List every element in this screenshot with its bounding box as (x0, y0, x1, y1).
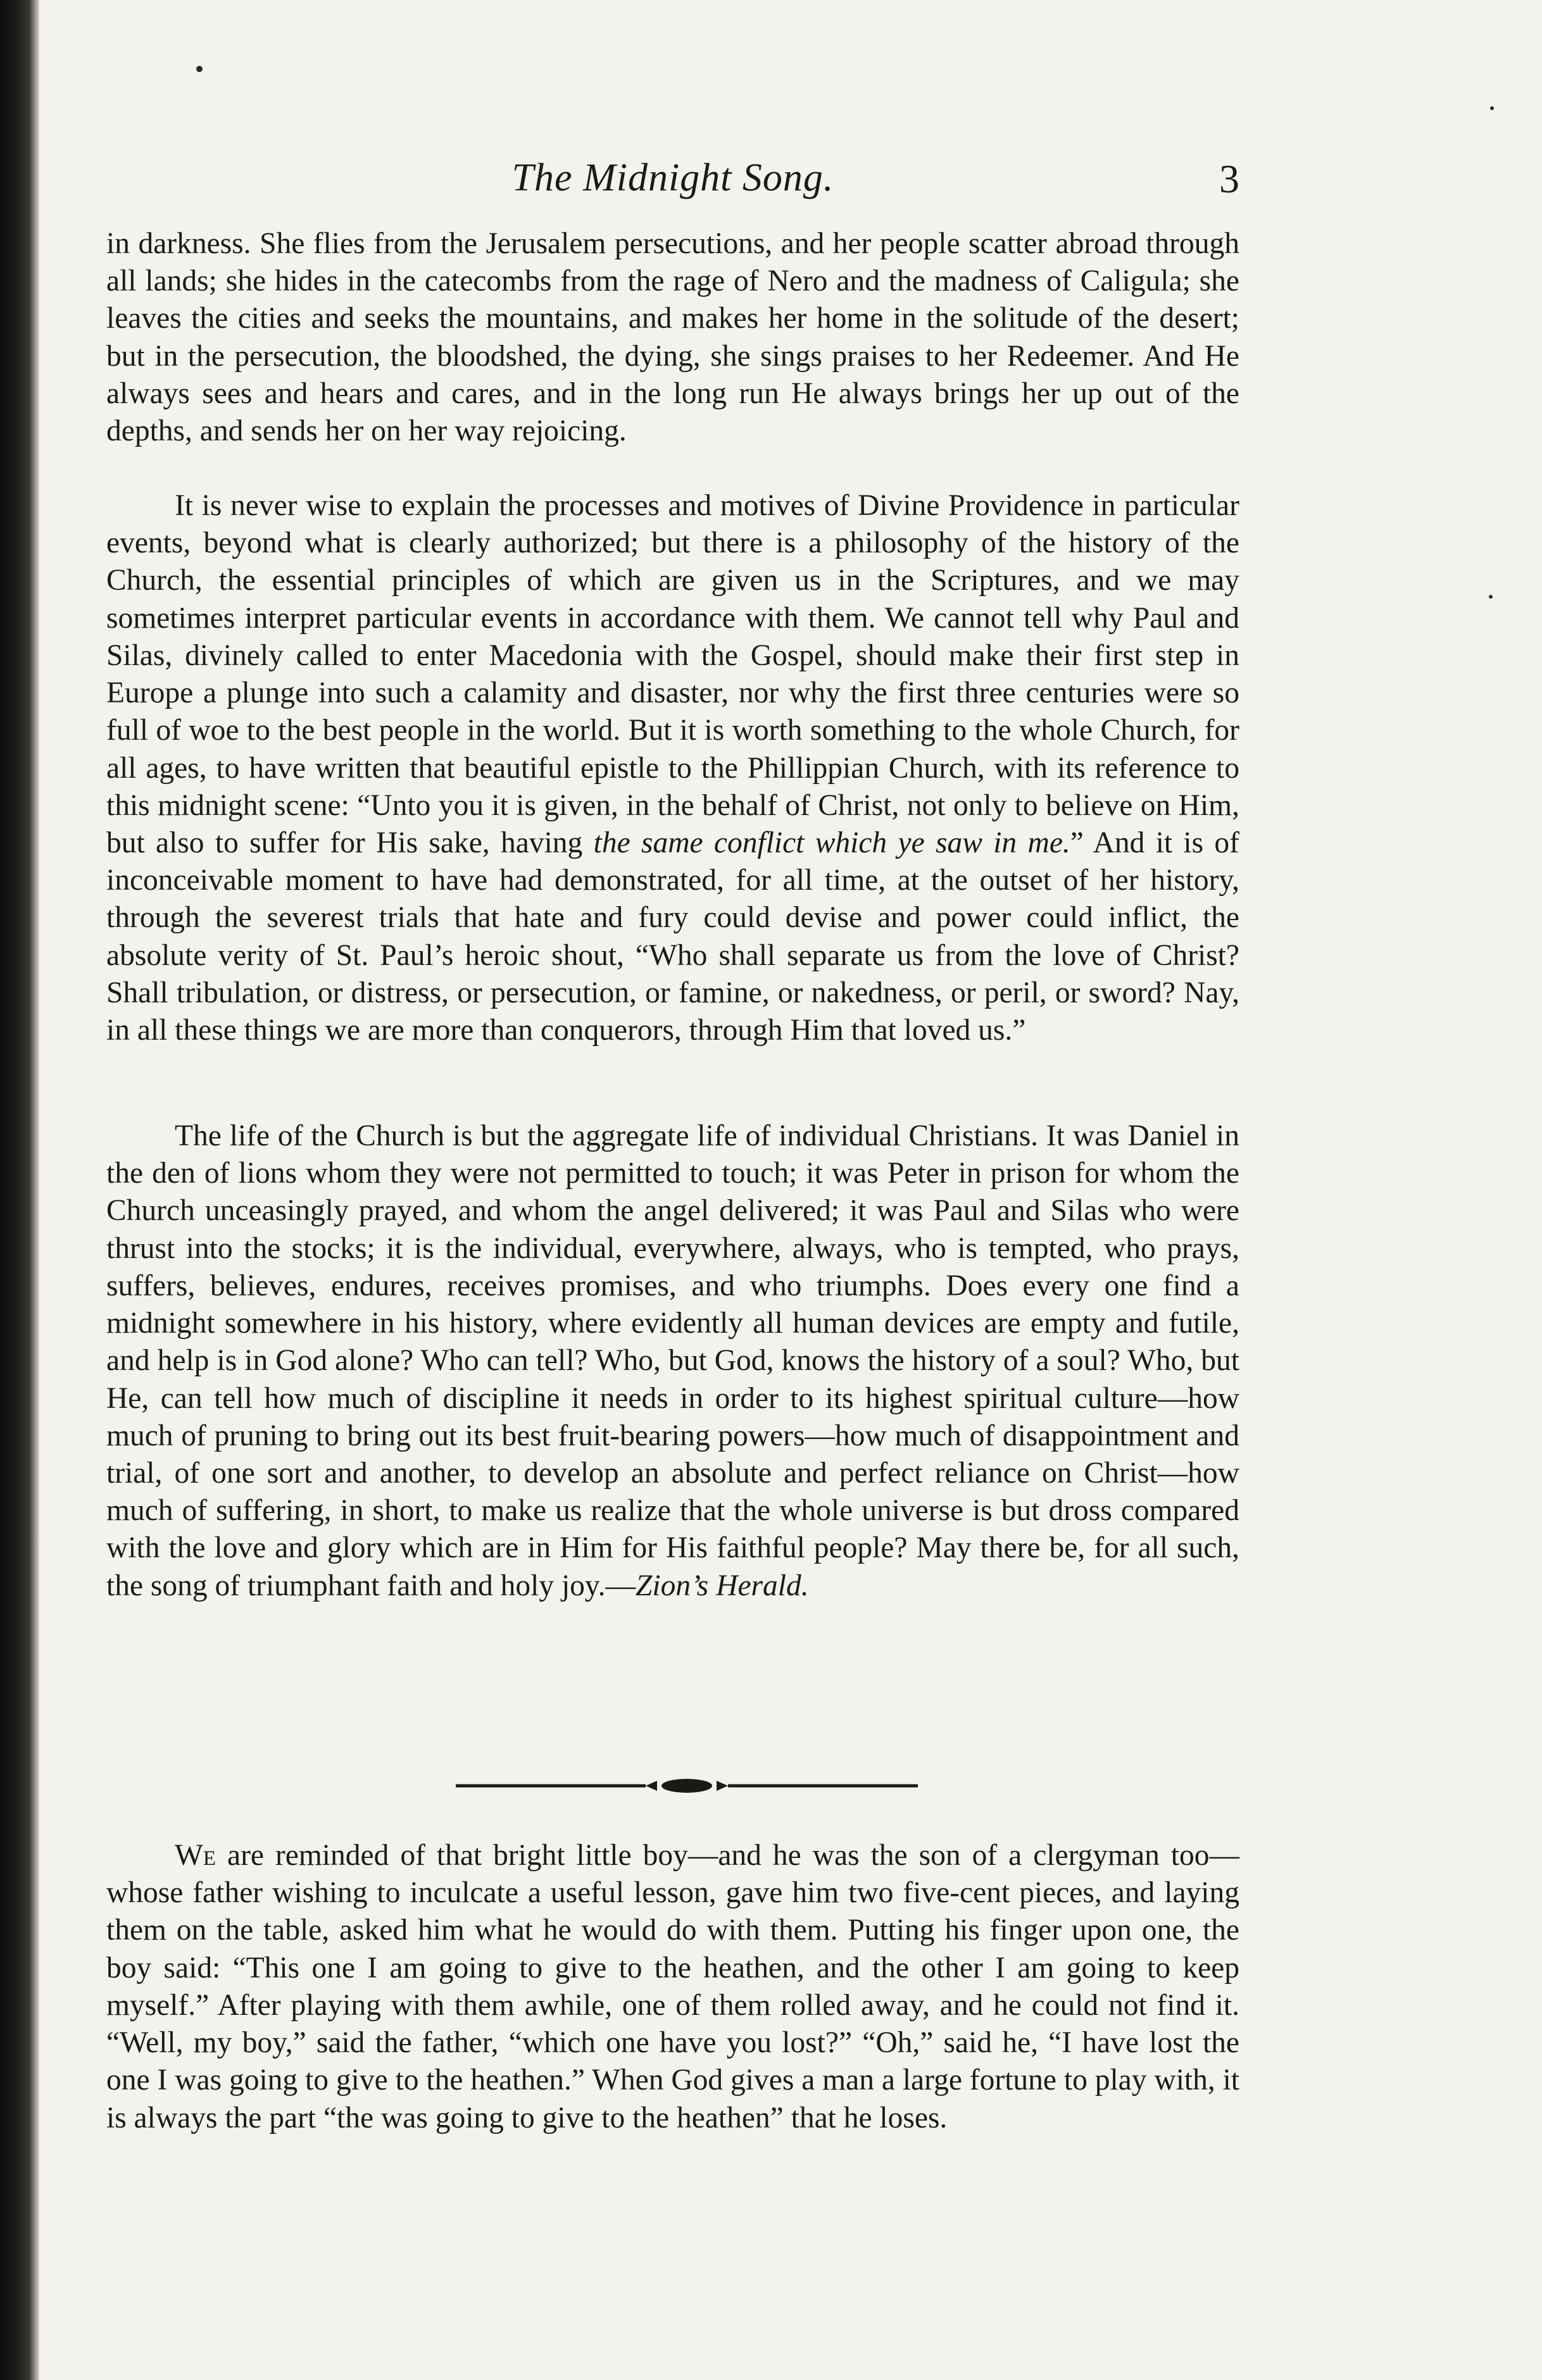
paragraph-3-text (106, 1118, 1239, 1605)
section-divider-ornament-icon (456, 1778, 918, 1794)
paragraph-1 (106, 225, 1239, 450)
scanned-page-edge (0, 0, 39, 2380)
paragraph-2-text (106, 487, 1239, 1049)
scan-speck (196, 66, 203, 72)
running-title: The Midnight Song. (511, 156, 834, 199)
scan-speck (1489, 595, 1493, 599)
paragraph-4-text (106, 1837, 1239, 2137)
scan-speck (1490, 106, 1494, 110)
paragraph-4-body: are reminded of that bright little boy—and he was the son of a clergyman too—whose father wishing to inculcate a useful lesson, gave him two five-cent pieces, and laying them on the table, asked him what he would do with them. Putting his finger upon one, the boy said: “This one I am going to give to the heathen, and the other I am going to keep myself.” After playing with them awhile, one of them rolled away, and he could not find it. “Well, my boy,” said the father, “which one have you lost?” “Oh,” said he, “I have lost the one I was going to give to the heathen.” When God gives a man a large fortune to play with, it is always the part “the was going to give to the heathen” that he loses. (106, 1839, 1239, 2134)
paragraph-2-part-a: It is never wise to explain the processes and motives of Divine Providence in particular events, beyond what is clearly authorized; but there is a philosophy of the history of the Church, the essential principles of which are given us in the Scriptures, and we may sometimes interpret particular events in accordance with them. We cannot tell why Paul and Silas, divinely called to enter Macedonia with the Gospel, should make their first step in Europe a plunge into such a calamity and disaster, nor why the first three centuries were so full of woe to the best people in the world. But it is worth something to the whole Church, for all ages, to have written that beautiful epistle to the Phillippian Church, with its reference to this midnight scene: “Unto you it is given, in the behalf of Christ, not only to believe on Him, but also to suffer for His sake, having (106, 489, 1239, 859)
source-attribution: Zion’s Herald. (635, 1569, 809, 1602)
paragraph-2 (106, 487, 1239, 1049)
page-header (106, 156, 1239, 213)
paragraph-1-text: in darkness. She flies from the Jerusalem persecutions, and her people scatter abroad through all lands; she hides in the catecombs from the rage of Nero and the madness of Caligula; she leaves the cities and seeks the mountains, and makes her home in the solitude of the desert; but in the persecution, the bloodshed, the dying, she sings praises to her Redeemer. And He always sees and hears and cares, and in the long run He always brings her up out of the depths, and sends her on her way rejoicing. (106, 227, 1239, 448)
paragraph-4 (106, 1837, 1239, 2137)
page-number: 3 (1219, 156, 1239, 201)
paragraph-3 (106, 1118, 1239, 1605)
paragraph-2-part-b: ” And it is of inconceivable moment to have had demonstrated, for all time, at the outset of her history, through the severest trials that hate and fury could devise and power could inflict, the absolute verity of St. Paul’s heroic shout, “Who shall separate us from the love of Christ? Shall tribulation, or distress, or persecution, or famine, or nakedness, or peril, or sword? Nay, in all these things we are more than conquerors, through Him that loved us.” (106, 826, 1239, 1047)
paragraph-4-lead: We (175, 1839, 216, 1872)
scripture-quote-italic: the same conflict which ye saw in me. (593, 826, 1070, 859)
paragraph-3-body: The life of the Church is but the aggregate life of individual Christians. It was Daniel in the den of lions whom they were not permitted to touch; it was Peter in prison for whom the Church unceasingly prayed, and whom the angel delivered; it was Paul and Silas who were thrust into the stocks; it is the individual, everywhere, always, who is tempted, who prays, suffers, believes, endures, receives promises, and who triumphs. Does every one find a midnight somewhere in his history, where evidently all human devices are empty and futile, and help is in God alone? Who can tell? Who, but God, knows the history of a soul? Who, but He, can tell how much of discipline it needs in order to its highest spiritual culture—how much of pruning to bring out its best fruit-bearing powers—how much of disappointment and trial, of one sort and another, to develop an absolute and perfect reliance on Christ—how much of suffering, in short, to make us realize that the whole universe is but dross compared with the love and glory which are in Him for His faithful people? May there be, for all such, the song of triumphant faith and holy joy.— (106, 1119, 1239, 1602)
